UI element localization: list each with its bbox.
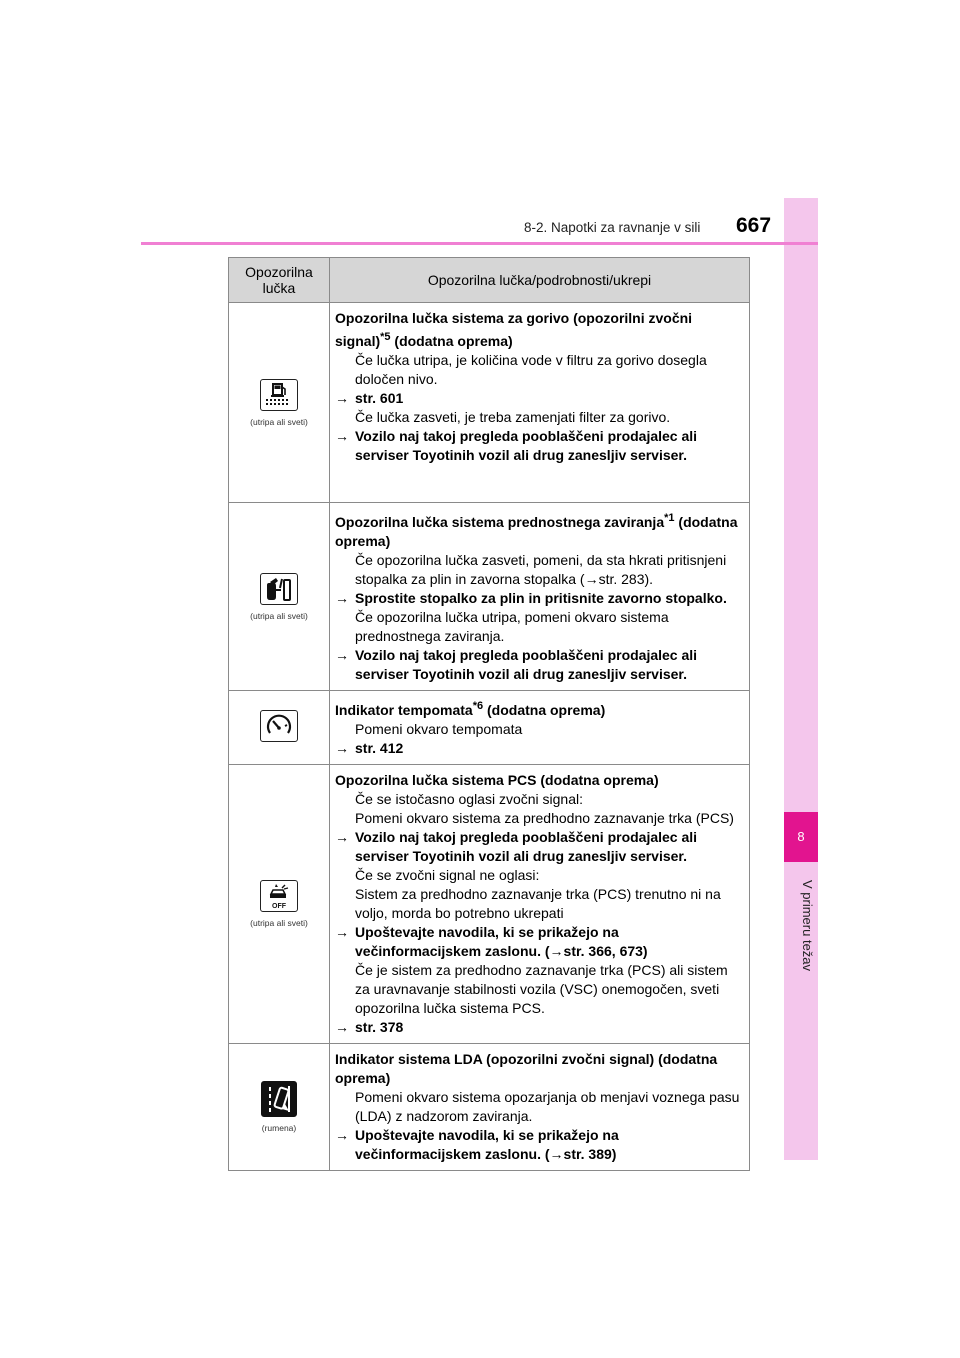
table-row xyxy=(229,303,750,503)
action-text xyxy=(335,389,741,408)
detail-text: Če opozorilna lučka utripa, pomeni okvaro sistema prednostnega zaviranja. xyxy=(355,609,669,644)
title-text: Indikator tempomata xyxy=(335,702,473,718)
details-cell xyxy=(330,503,750,691)
action-label: Sprostite stopalko za plin in pritisnite zavorno stopalko. xyxy=(355,590,727,606)
arrow-icon: → xyxy=(335,590,349,606)
detail-text: Če lučka utripa, je količina vode v filtru za gorivo dosegla določen nivo. xyxy=(355,352,707,387)
arrow-icon: → xyxy=(335,740,349,756)
action-text xyxy=(335,646,741,684)
chapter-side-tab xyxy=(784,198,818,1160)
detail-text: Če se zvočni signal ne oglasi: xyxy=(355,867,540,883)
arrow-icon: → xyxy=(335,390,349,406)
arrow-icon: → xyxy=(549,1146,564,1162)
action-text xyxy=(335,828,741,866)
arrow-icon: → xyxy=(335,428,349,444)
action-text xyxy=(335,1126,741,1164)
action-label: Vozilo naj takoj pregleda pooblaščeni prodajalec ali serviser Toyotinih vozil ali drug zanesljiv serviser. xyxy=(355,829,698,864)
chapter-number: 8 xyxy=(784,812,818,862)
action-label: Vozilo naj takoj pregleda pooblaščeni prodajalec ali serviser Toyotinih vozil ali drug zanesljiv serviser. xyxy=(355,428,698,463)
title-text: Opozorilna lučka sistema za gorivo (opozorilni zvočni signal) xyxy=(335,310,693,349)
page-reference: str. 412 xyxy=(355,740,404,756)
title-text: Opozorilna lučka sistema prednostnega zaviranja xyxy=(335,514,665,530)
brake-override-icon xyxy=(260,573,298,605)
page-reference: str. 389) xyxy=(563,1146,617,1162)
table-row xyxy=(229,503,750,691)
icon-cell xyxy=(229,1044,330,1171)
section-header: 8-2. Napotki za ravnanje v sili xyxy=(524,220,701,235)
cruise-control-icon xyxy=(260,710,298,742)
details-cell xyxy=(330,303,750,503)
chapter-title: V primeru težav xyxy=(800,880,815,972)
arrow-icon: → xyxy=(335,924,349,940)
detail-text: Če lučka zasveti, je treba zamenjati filter za gorivo. xyxy=(355,409,671,425)
title-suffix: (dodatna oprema) xyxy=(390,333,513,349)
arrow-icon: → xyxy=(335,1019,349,1035)
icon-cell xyxy=(229,765,330,1044)
action-text xyxy=(335,589,741,608)
arrow-icon: → xyxy=(549,943,564,959)
row-title xyxy=(335,509,741,551)
arrow-icon: → xyxy=(335,829,349,845)
arrow-icon: → xyxy=(335,1127,349,1143)
warning-light-table xyxy=(228,257,750,1171)
pcs-off-label: OFF xyxy=(272,903,286,910)
table-row xyxy=(229,691,750,765)
action-text xyxy=(335,427,741,465)
fuel-filter-icon xyxy=(260,379,298,411)
icon-caption: (utripa ali sveti) xyxy=(250,416,308,427)
action-label: Upoštevajte navodila, ki se prikažejo na večinformacijskem zaslonu. ( xyxy=(355,1127,619,1162)
page-reference: str. 378 xyxy=(355,1019,404,1035)
page-reference: str. 283). xyxy=(598,571,654,587)
page-reference: str. 601 xyxy=(355,390,404,406)
title-suffix: (dodatna oprema) xyxy=(335,514,738,549)
lda-icon xyxy=(261,1081,297,1117)
icon-cell xyxy=(229,691,330,765)
icon-caption: (utripa ali sveti) xyxy=(250,918,308,928)
arrow-icon: → xyxy=(335,647,349,663)
icon-caption: (utripa ali sveti) xyxy=(250,610,308,621)
footnote-marker: *5 xyxy=(380,331,391,343)
arrow-icon: → xyxy=(584,571,599,587)
action-label: Vozilo naj takoj pregleda pooblaščeni prodajalec ali serviser Toyotinih vozil ali drug zanesljiv serviser. xyxy=(355,647,698,682)
detail-text xyxy=(335,551,741,589)
row-title xyxy=(335,309,741,351)
table-row xyxy=(229,1044,750,1171)
column-header-light: Opozorilna lučka xyxy=(229,258,330,303)
detail-text: Sistem za predhodno zaznavanje trka (PCS) trenutno ni na voljo, morda bo potrebno ukrepati xyxy=(355,886,721,921)
row-title xyxy=(335,697,741,720)
detail-text: Pomeni okvaro sistema opozarjanja ob menjavi voznega pasu (LDA) z nadzorom zaviranja. xyxy=(355,1089,740,1124)
column-header-details: Opozorilna lučka/podrobnosti/ukrepi xyxy=(330,258,750,303)
pcs-off-icon xyxy=(260,880,298,912)
title-suffix: (dodatna oprema) xyxy=(483,702,606,718)
details-cell xyxy=(330,691,750,765)
row-title: Opozorilna lučka sistema PCS (dodatna oprema) xyxy=(335,772,659,788)
detail-text: Pomeni okvaro sistema za predhodno zaznavanje trka (PCS) xyxy=(355,810,734,826)
action-label: Upoštevajte navodila, ki se prikažejo na večinformacijskem zaslonu. ( xyxy=(355,924,619,959)
page-reference: str. 366, 673) xyxy=(563,943,648,959)
icon-cell xyxy=(229,503,330,691)
detail-span: Če opozorilna lučka zasveti, pomeni, da sta hkrati pritisnjeni stopalka za plin in zavorna stopalka ( xyxy=(355,552,727,587)
header-rule xyxy=(141,242,818,245)
details-cell xyxy=(330,765,750,1044)
detail-text: Če se istočasno oglasi zvočni signal: xyxy=(355,791,584,807)
detail-text: Pomeni okvaro tempomata xyxy=(355,721,523,737)
footnote-marker: *6 xyxy=(472,700,484,712)
table-row xyxy=(229,765,750,1044)
icon-cell xyxy=(229,303,330,503)
detail-text: Če je sistem za predhodno zaznavanje trka (PCS) ali sistem za uravnavanje stabilnosti vozila (VSC) onemogočen, sveti opozorilna lučka sistema PCS. xyxy=(355,962,728,1016)
row-title: Indikator sistema LDA (opozorilni zvočni signal) (dodatna oprema) xyxy=(335,1051,718,1086)
table-header-row xyxy=(229,258,750,303)
action-text xyxy=(335,739,741,758)
details-cell xyxy=(330,1044,750,1171)
footnote-marker: *1 xyxy=(664,512,675,524)
page-number: 667 xyxy=(736,214,772,237)
action-text xyxy=(335,923,741,961)
icon-caption: (rumena) xyxy=(261,1123,297,1133)
action-text xyxy=(335,1018,741,1037)
